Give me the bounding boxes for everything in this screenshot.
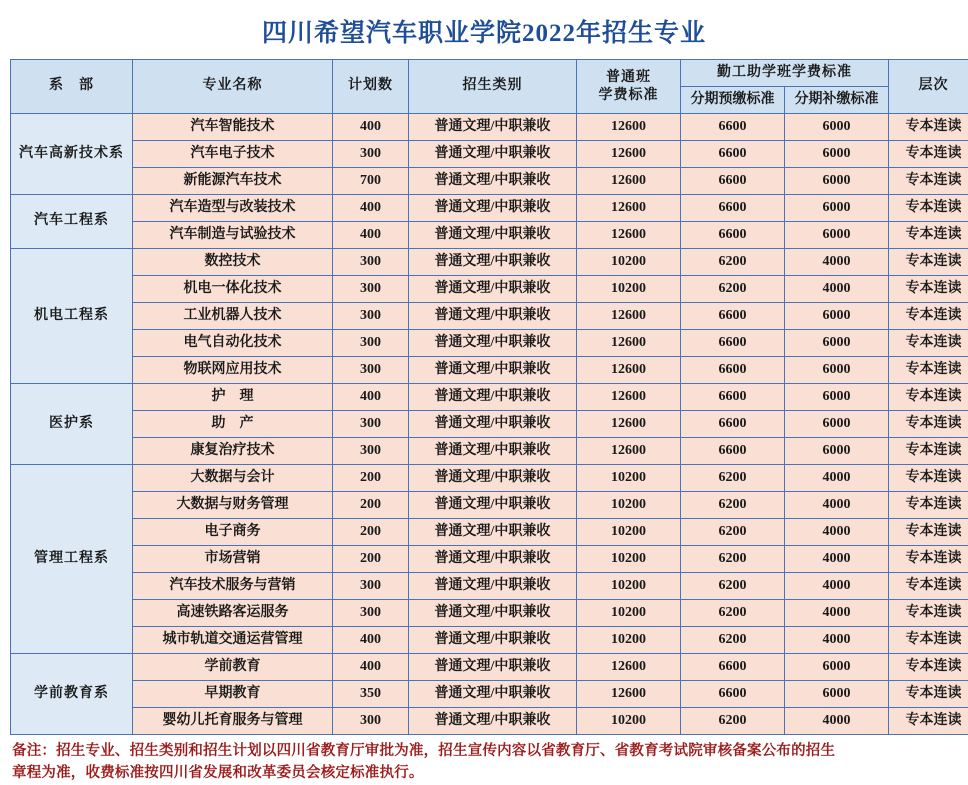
table-row bbox=[11, 357, 968, 384]
cell-postpay: 6000 bbox=[785, 654, 889, 681]
cell-prepay: 6600 bbox=[681, 357, 785, 384]
cell-postpay: 6000 bbox=[785, 222, 889, 249]
table-row bbox=[11, 573, 968, 600]
table-row bbox=[11, 600, 968, 627]
cell-major: 学前教育 bbox=[133, 654, 333, 681]
cell-level: 专本连读 bbox=[889, 249, 968, 276]
cell-plan: 300 bbox=[333, 141, 409, 168]
cell-plan: 400 bbox=[333, 654, 409, 681]
table-header bbox=[11, 60, 968, 114]
cell-dept: 医护系 bbox=[11, 384, 133, 465]
col-header-work-study: 勤工助学班学费标准 bbox=[681, 60, 889, 87]
cell-prepay: 6600 bbox=[681, 654, 785, 681]
cell-postpay: 4000 bbox=[785, 519, 889, 546]
cell-level: 专本连读 bbox=[889, 384, 968, 411]
cell-level: 专本连读 bbox=[889, 411, 968, 438]
cell-normal-fee: 10200 bbox=[577, 276, 681, 303]
cell-prepay: 6200 bbox=[681, 627, 785, 654]
cell-level: 专本连读 bbox=[889, 222, 968, 249]
cell-category: 普通文理/中职兼收 bbox=[409, 411, 577, 438]
col-header-normal-fee bbox=[577, 60, 681, 114]
cell-plan: 400 bbox=[333, 114, 409, 141]
cell-plan: 400 bbox=[333, 222, 409, 249]
cell-plan: 300 bbox=[333, 276, 409, 303]
cell-category: 普通文理/中职兼收 bbox=[409, 438, 577, 465]
cell-level: 专本连读 bbox=[889, 168, 968, 195]
table-row bbox=[11, 114, 968, 141]
cell-plan: 300 bbox=[333, 330, 409, 357]
cell-prepay: 6600 bbox=[681, 114, 785, 141]
table-row bbox=[11, 708, 968, 735]
cell-prepay: 6600 bbox=[681, 195, 785, 222]
cell-normal-fee: 12600 bbox=[577, 330, 681, 357]
cell-category: 普通文理/中职兼收 bbox=[409, 600, 577, 627]
cell-prepay: 6200 bbox=[681, 573, 785, 600]
cell-plan: 300 bbox=[333, 438, 409, 465]
col-header-prepay: 分期预缴标准 bbox=[681, 87, 785, 114]
cell-level: 专本连读 bbox=[889, 600, 968, 627]
cell-plan: 300 bbox=[333, 600, 409, 627]
cell-category: 普通文理/中职兼收 bbox=[409, 114, 577, 141]
cell-postpay: 4000 bbox=[785, 708, 889, 735]
table-row bbox=[11, 411, 968, 438]
cell-category: 普通文理/中职兼收 bbox=[409, 276, 577, 303]
table-row bbox=[11, 222, 968, 249]
cell-postpay: 6000 bbox=[785, 195, 889, 222]
cell-postpay: 6000 bbox=[785, 168, 889, 195]
cell-normal-fee: 10200 bbox=[577, 708, 681, 735]
cell-postpay: 6000 bbox=[785, 114, 889, 141]
cell-normal-fee: 10200 bbox=[577, 600, 681, 627]
table-row bbox=[11, 519, 968, 546]
cell-plan: 300 bbox=[333, 303, 409, 330]
cell-postpay: 6000 bbox=[785, 357, 889, 384]
cell-category: 普通文理/中职兼收 bbox=[409, 492, 577, 519]
cell-level: 专本连读 bbox=[889, 465, 968, 492]
cell-normal-fee: 12600 bbox=[577, 411, 681, 438]
cell-major: 汽车制造与试验技术 bbox=[133, 222, 333, 249]
cell-plan: 400 bbox=[333, 195, 409, 222]
cell-major: 高速铁路客运服务 bbox=[133, 600, 333, 627]
cell-major: 大数据与财务管理 bbox=[133, 492, 333, 519]
cell-major: 汽车电子技术 bbox=[133, 141, 333, 168]
col-header-normal-fee-line1: 普通班 bbox=[577, 69, 680, 87]
col-header-normal-fee-line2: 学费标准 bbox=[577, 87, 680, 105]
cell-major: 汽车技术服务与营销 bbox=[133, 573, 333, 600]
cell-normal-fee: 10200 bbox=[577, 492, 681, 519]
cell-plan: 300 bbox=[333, 357, 409, 384]
cell-prepay: 6200 bbox=[681, 492, 785, 519]
cell-level: 专本连读 bbox=[889, 708, 968, 735]
cell-category: 普通文理/中职兼收 bbox=[409, 654, 577, 681]
cell-prepay: 6600 bbox=[681, 222, 785, 249]
cell-level: 专本连读 bbox=[889, 141, 968, 168]
cell-level: 专本连读 bbox=[889, 303, 968, 330]
cell-postpay: 4000 bbox=[785, 465, 889, 492]
cell-plan: 300 bbox=[333, 249, 409, 276]
page-title: 四川希望汽车职业学院2022年招生专业 bbox=[10, 0, 958, 59]
cell-normal-fee: 12600 bbox=[577, 114, 681, 141]
cell-level: 专本连读 bbox=[889, 195, 968, 222]
cell-level: 专本连读 bbox=[889, 357, 968, 384]
cell-dept: 学前教育系 bbox=[11, 654, 133, 735]
cell-category: 普通文理/中职兼收 bbox=[409, 627, 577, 654]
cell-plan: 200 bbox=[333, 492, 409, 519]
col-header-postpay: 分期补缴标准 bbox=[785, 87, 889, 114]
cell-plan: 200 bbox=[333, 519, 409, 546]
cell-postpay: 6000 bbox=[785, 681, 889, 708]
col-header-level: 层次 bbox=[889, 60, 968, 114]
note-line-2: 章程为准，收费标准按四川省发展和改革委员会核定标准执行。 bbox=[12, 763, 956, 785]
cell-category: 普通文理/中职兼收 bbox=[409, 303, 577, 330]
table-row bbox=[11, 492, 968, 519]
cell-postpay: 4000 bbox=[785, 600, 889, 627]
cell-major: 电气自动化技术 bbox=[133, 330, 333, 357]
cell-normal-fee: 12600 bbox=[577, 384, 681, 411]
cell-plan: 200 bbox=[333, 546, 409, 573]
cell-major: 物联网应用技术 bbox=[133, 357, 333, 384]
cell-level: 专本连读 bbox=[889, 519, 968, 546]
cell-major: 大数据与会计 bbox=[133, 465, 333, 492]
cell-postpay: 6000 bbox=[785, 303, 889, 330]
cell-prepay: 6600 bbox=[681, 438, 785, 465]
cell-postpay: 4000 bbox=[785, 249, 889, 276]
note-line-1: 备注：招生专业、招生类别和招生计划以四川省教育厅审批为准，招生宣传内容以省教育厅、省教育考试院审核备案公布的招生 bbox=[12, 741, 956, 763]
cell-prepay: 6600 bbox=[681, 411, 785, 438]
cell-normal-fee: 12600 bbox=[577, 168, 681, 195]
cell-normal-fee: 12600 bbox=[577, 681, 681, 708]
cell-level: 专本连读 bbox=[889, 276, 968, 303]
cell-level: 专本连读 bbox=[889, 654, 968, 681]
cell-normal-fee: 10200 bbox=[577, 249, 681, 276]
cell-category: 普通文理/中职兼收 bbox=[409, 708, 577, 735]
cell-category: 普通文理/中职兼收 bbox=[409, 141, 577, 168]
cell-dept: 汽车工程系 bbox=[11, 195, 133, 249]
cell-normal-fee: 10200 bbox=[577, 627, 681, 654]
cell-level: 专本连读 bbox=[889, 546, 968, 573]
cell-prepay: 6200 bbox=[681, 465, 785, 492]
cell-prepay: 6200 bbox=[681, 546, 785, 573]
cell-category: 普通文理/中职兼收 bbox=[409, 249, 577, 276]
cell-prepay: 6200 bbox=[681, 249, 785, 276]
col-header-category: 招生类别 bbox=[409, 60, 577, 114]
cell-major: 汽车造型与改装技术 bbox=[133, 195, 333, 222]
cell-normal-fee: 10200 bbox=[577, 546, 681, 573]
cell-postpay: 4000 bbox=[785, 573, 889, 600]
cell-major: 数控技术 bbox=[133, 249, 333, 276]
admission-majors-table bbox=[10, 59, 968, 735]
cell-dept: 汽车高新技术系 bbox=[11, 114, 133, 195]
table-row bbox=[11, 141, 968, 168]
table-row bbox=[11, 168, 968, 195]
cell-prepay: 6600 bbox=[681, 330, 785, 357]
cell-dept: 管理工程系 bbox=[11, 465, 133, 654]
cell-normal-fee: 12600 bbox=[577, 195, 681, 222]
cell-normal-fee: 12600 bbox=[577, 357, 681, 384]
cell-major: 婴幼儿托育服务与管理 bbox=[133, 708, 333, 735]
cell-major: 工业机器人技术 bbox=[133, 303, 333, 330]
cell-category: 普通文理/中职兼收 bbox=[409, 357, 577, 384]
cell-major: 电子商务 bbox=[133, 519, 333, 546]
table-row bbox=[11, 438, 968, 465]
cell-dept: 机电工程系 bbox=[11, 249, 133, 384]
table-row bbox=[11, 195, 968, 222]
col-header-major: 专业名称 bbox=[133, 60, 333, 114]
cell-prepay: 6600 bbox=[681, 303, 785, 330]
cell-normal-fee: 12600 bbox=[577, 654, 681, 681]
cell-prepay: 6600 bbox=[681, 681, 785, 708]
cell-major: 新能源汽车技术 bbox=[133, 168, 333, 195]
cell-postpay: 6000 bbox=[785, 438, 889, 465]
table-row bbox=[11, 249, 968, 276]
cell-prepay: 6600 bbox=[681, 384, 785, 411]
cell-level: 专本连读 bbox=[889, 438, 968, 465]
cell-major: 机电一体化技术 bbox=[133, 276, 333, 303]
cell-normal-fee: 12600 bbox=[577, 141, 681, 168]
cell-postpay: 6000 bbox=[785, 330, 889, 357]
cell-plan: 700 bbox=[333, 168, 409, 195]
table-row bbox=[11, 276, 968, 303]
cell-category: 普通文理/中职兼收 bbox=[409, 465, 577, 492]
cell-normal-fee: 12600 bbox=[577, 438, 681, 465]
cell-category: 普通文理/中职兼收 bbox=[409, 195, 577, 222]
table-body bbox=[11, 114, 968, 735]
col-header-dept: 系 部 bbox=[11, 60, 133, 114]
header-row-1 bbox=[11, 60, 968, 87]
cell-prepay: 6200 bbox=[681, 708, 785, 735]
cell-postpay: 6000 bbox=[785, 411, 889, 438]
cell-level: 专本连读 bbox=[889, 492, 968, 519]
cell-major: 市场营销 bbox=[133, 546, 333, 573]
cell-level: 专本连读 bbox=[889, 681, 968, 708]
cell-plan: 300 bbox=[333, 411, 409, 438]
table-row bbox=[11, 627, 968, 654]
cell-prepay: 6200 bbox=[681, 519, 785, 546]
cell-postpay: 6000 bbox=[785, 141, 889, 168]
cell-prepay: 6600 bbox=[681, 168, 785, 195]
cell-category: 普通文理/中职兼收 bbox=[409, 519, 577, 546]
cell-normal-fee: 12600 bbox=[577, 222, 681, 249]
cell-category: 普通文理/中职兼收 bbox=[409, 222, 577, 249]
cell-category: 普通文理/中职兼收 bbox=[409, 330, 577, 357]
cell-plan: 400 bbox=[333, 627, 409, 654]
cell-level: 专本连读 bbox=[889, 330, 968, 357]
cell-prepay: 6200 bbox=[681, 276, 785, 303]
cell-level: 专本连读 bbox=[889, 114, 968, 141]
cell-category: 普通文理/中职兼收 bbox=[409, 681, 577, 708]
table-row bbox=[11, 681, 968, 708]
cell-major: 助 产 bbox=[133, 411, 333, 438]
cell-level: 专本连读 bbox=[889, 573, 968, 600]
cell-normal-fee: 10200 bbox=[577, 573, 681, 600]
cell-major: 城市轨道交通运营管理 bbox=[133, 627, 333, 654]
cell-category: 普通文理/中职兼收 bbox=[409, 546, 577, 573]
cell-category: 普通文理/中职兼收 bbox=[409, 573, 577, 600]
table-row bbox=[11, 465, 968, 492]
cell-level: 专本连读 bbox=[889, 627, 968, 654]
cell-postpay: 4000 bbox=[785, 276, 889, 303]
table-note bbox=[10, 739, 958, 785]
cell-normal-fee: 10200 bbox=[577, 519, 681, 546]
cell-normal-fee: 12600 bbox=[577, 303, 681, 330]
cell-plan: 300 bbox=[333, 573, 409, 600]
cell-normal-fee: 10200 bbox=[577, 465, 681, 492]
cell-plan: 200 bbox=[333, 465, 409, 492]
cell-prepay: 6200 bbox=[681, 600, 785, 627]
cell-postpay: 4000 bbox=[785, 546, 889, 573]
cell-major: 护 理 bbox=[133, 384, 333, 411]
cell-postpay: 4000 bbox=[785, 492, 889, 519]
table-row bbox=[11, 303, 968, 330]
table-row bbox=[11, 654, 968, 681]
col-header-plan: 计划数 bbox=[333, 60, 409, 114]
cell-postpay: 6000 bbox=[785, 384, 889, 411]
cell-major: 早期教育 bbox=[133, 681, 333, 708]
cell-plan: 350 bbox=[333, 681, 409, 708]
cell-prepay: 6600 bbox=[681, 141, 785, 168]
cell-major: 康复治疗技术 bbox=[133, 438, 333, 465]
table-row bbox=[11, 546, 968, 573]
cell-plan: 300 bbox=[333, 708, 409, 735]
table-row bbox=[11, 330, 968, 357]
cell-major: 汽车智能技术 bbox=[133, 114, 333, 141]
table-row bbox=[11, 384, 968, 411]
cell-plan: 400 bbox=[333, 384, 409, 411]
cell-postpay: 4000 bbox=[785, 627, 889, 654]
cell-category: 普通文理/中职兼收 bbox=[409, 384, 577, 411]
cell-category: 普通文理/中职兼收 bbox=[409, 168, 577, 195]
